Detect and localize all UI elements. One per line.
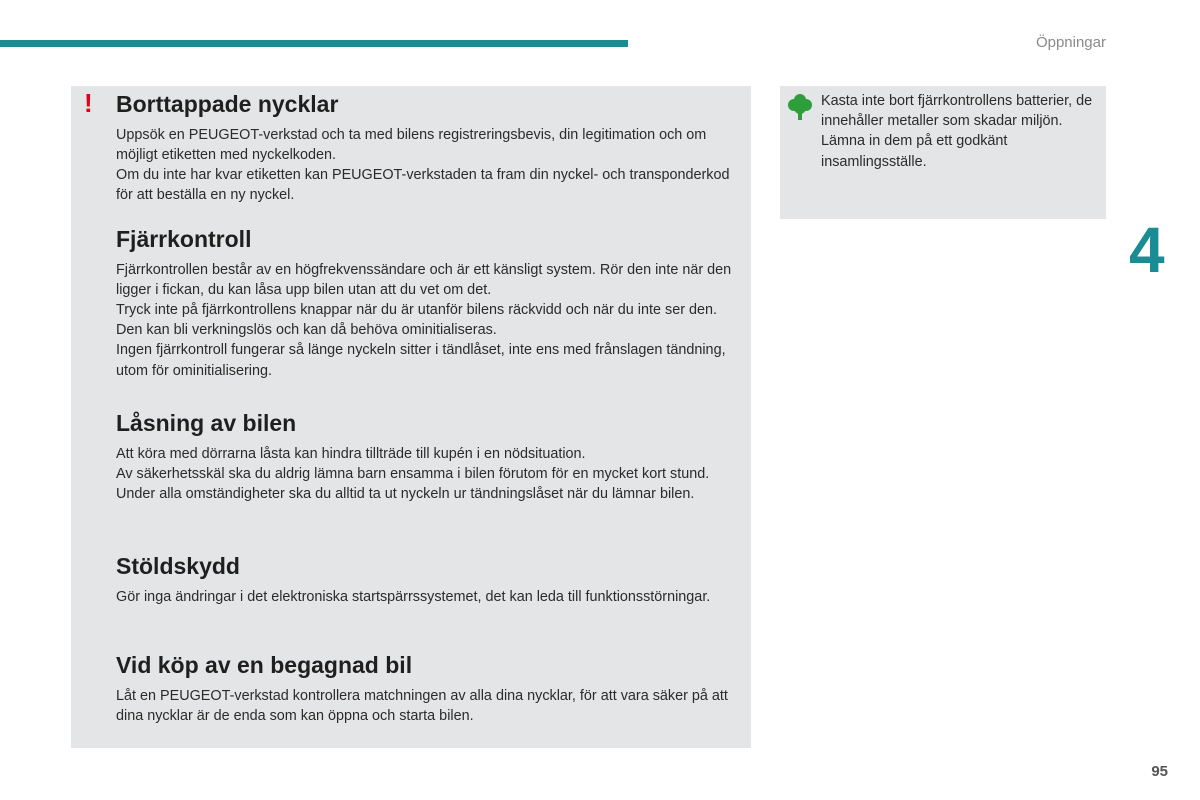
section-used-car	[116, 652, 736, 726]
section-heading: Låsning av bilen	[116, 410, 297, 436]
section-heading: Fjärrkontroll	[116, 226, 252, 252]
section-paragraph: Låt en PEUGEOT-verkstad kontrollera matchningen av alla dina nycklar, för att vara säker på att dina nycklar är de enda som kan öppna och starta bilen.	[116, 687, 728, 724]
section-paragraph: Tryck inte på fjärrkontrollens knappar när du är utanför bilens räckvidd och när du inte ser den. Den kan bli verkningslös och kan då behöva ominitialiseras.	[116, 302, 717, 339]
section-paragraph: Uppsök en PEUGEOT-verkstad och ta med bilens registreringsbevis, din legitimation och om möjligt etiketten med nyckelkoden.	[116, 126, 707, 163]
page-number: 95	[1151, 763, 1168, 780]
chapter-number: 4	[1129, 214, 1165, 286]
section-remote-control	[116, 226, 736, 381]
section-heading: Vid köp av en begagnad bil	[116, 652, 413, 678]
section-heading: Stöldskydd	[116, 553, 240, 579]
eco-note-paragraph: Kasta inte bort fjärrkontrollens batterier, de innehåller metaller som skadar miljön.	[821, 93, 1093, 130]
eco-note-paragraph: Lämna in dem på ett godkänt insamlingsställe.	[821, 133, 1008, 170]
eco-note-text	[821, 91, 1101, 172]
section-paragraph: Av säkerhetsskäl ska du aldrig lämna barn ensamma i bilen förutom för en mycket kort stund.	[116, 465, 710, 482]
section-anti-theft	[116, 553, 736, 607]
section-paragraph: Om du inte har kvar etiketten kan PEUGEOT-verkstaden ta fram din nyckel- och transponderkod för att beställa en ny nyckel.	[116, 167, 730, 204]
section-title: Öppningar	[1035, 34, 1106, 51]
section-lost-keys	[116, 91, 736, 205]
section-paragraph: Gör inga ändringar i det elektroniska startspärrssystemet, det kan leda till funktionsstörningar.	[116, 588, 711, 605]
section-paragraph: Fjärrkontrollen består av en högfrekvenssändare och är ett känsligt system. Rör den inte när den ligger i fickan, du kan låsa upp bilen utan att du vet om det.	[116, 261, 732, 298]
section-paragraph: Under alla omständigheter ska du alltid ta ut nyckeln ur tändningslåset när du lämnar bilen.	[116, 486, 695, 502]
section-paragraph: Att köra med dörrarna låsta kan hindra tillträde till kupén i en nödsituation.	[116, 445, 586, 462]
exclamation-warning-icon: !	[84, 88, 93, 118]
tree-environment-icon	[787, 93, 813, 121]
section-locking	[116, 410, 736, 504]
header-accent-bar	[0, 40, 628, 47]
section-paragraph: Ingen fjärrkontroll fungerar så länge nyckeln sitter i tändlåset, inte ens med frånslagen tändning, utom för ominitialisering.	[116, 342, 726, 379]
section-heading: Borttappade nycklar	[116, 91, 339, 117]
